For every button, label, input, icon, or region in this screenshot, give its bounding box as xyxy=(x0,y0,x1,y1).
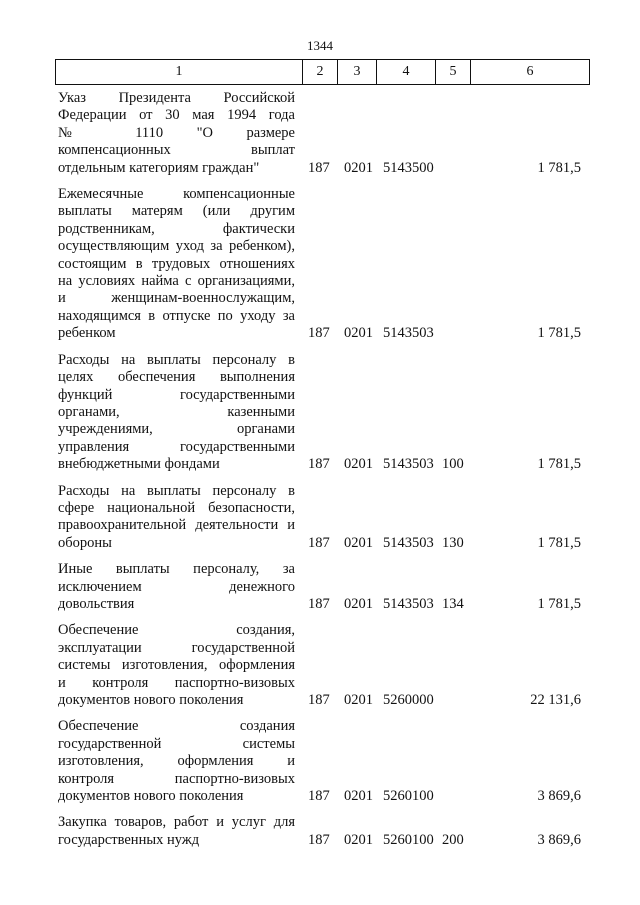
description-line: компенсационных выплат xyxy=(58,142,295,159)
row-col5: 100 xyxy=(442,456,464,473)
row-col4: 5143503 xyxy=(383,456,434,473)
description-line: на условиях найма с организациями, xyxy=(58,273,295,290)
row-col6: 1 781,5 xyxy=(537,325,581,342)
table-row xyxy=(0,622,640,709)
description-line: ребенком xyxy=(58,325,116,342)
description-line: Расходы на выплаты персоналу в xyxy=(58,482,295,499)
row-col6: 3 869,6 xyxy=(537,831,581,848)
row-col2: 187 xyxy=(308,534,330,551)
description-line: учреждениями, органами xyxy=(58,421,295,438)
row-col5: 134 xyxy=(442,595,464,612)
description-line: Федерации от 30 мая 1994 года xyxy=(58,107,295,124)
row-col3: 0201 xyxy=(344,788,373,805)
row-col4: 5143503 xyxy=(383,595,434,612)
row-col6: 1 781,5 xyxy=(537,159,581,176)
row-description xyxy=(58,483,295,553)
description-line: сфере национальной безопасности, xyxy=(58,499,295,516)
description-line: обороны xyxy=(58,534,112,551)
description-line: государственной системы xyxy=(58,735,295,752)
table-row xyxy=(0,814,640,849)
description-line: правоохранительной деятельности и xyxy=(58,517,295,534)
row-col3: 0201 xyxy=(344,534,373,551)
description-line: изготовления, оформления и xyxy=(58,753,295,770)
description-line: функций государственными xyxy=(58,386,295,403)
column-header-5: 5 xyxy=(436,60,471,85)
row-description xyxy=(58,814,295,849)
row-col3: 0201 xyxy=(344,159,373,176)
table-row xyxy=(0,718,640,805)
row-col2: 187 xyxy=(308,692,330,708)
description-line: выплаты матерям (или другим xyxy=(58,203,295,220)
description-line: осуществляющим уход за ребенком), xyxy=(58,238,295,255)
row-col4: 5260100 xyxy=(383,788,434,805)
description-line: документов нового поколения xyxy=(58,788,244,805)
description-line: и женщинам-военнослужащим, xyxy=(58,290,295,307)
row-col6: 1 781,5 xyxy=(537,456,581,473)
column-header-2: 2 xyxy=(303,60,338,85)
row-col4: 5143503 xyxy=(383,325,434,342)
description-line: Закупка товаров, работ и услуг для xyxy=(58,814,295,831)
description-line: отдельным категориям граждан" xyxy=(58,159,260,176)
page-number: 1344 xyxy=(307,38,333,53)
row-col2: 187 xyxy=(308,788,330,805)
description-line: Обеспечение создания, xyxy=(58,622,295,639)
column-header-table xyxy=(55,59,590,85)
table-row xyxy=(0,561,640,613)
description-line: государственных нужд xyxy=(58,831,200,848)
row-col6: 3 869,6 xyxy=(537,788,581,805)
row-description xyxy=(58,90,295,177)
row-description xyxy=(58,186,295,343)
description-line: целях обеспечения выполнения xyxy=(58,369,295,386)
table-row xyxy=(0,352,640,474)
row-col2: 187 xyxy=(308,831,330,848)
description-line: документов нового поколения xyxy=(58,692,244,708)
row-col6: 1 781,5 xyxy=(537,595,581,612)
description-line: и контроля паспортно-визовых xyxy=(58,674,295,691)
row-col4: 5260000 xyxy=(383,692,434,708)
column-header-6: 6 xyxy=(471,60,590,85)
row-col2: 187 xyxy=(308,595,330,612)
description-line: Расходы на выплаты персоналу в xyxy=(58,351,295,368)
description-line: системы изготовления, оформления xyxy=(58,657,295,674)
description-line: № 1110 "О размере xyxy=(58,124,295,141)
description-line: контроля паспортно-визовых xyxy=(58,770,295,787)
row-col3: 0201 xyxy=(344,325,373,342)
description-line: управления государственными xyxy=(58,438,295,455)
row-col5: 130 xyxy=(442,534,464,551)
column-header-row xyxy=(56,60,590,85)
description-line: Ежемесячные компенсационные xyxy=(58,186,295,203)
row-col2: 187 xyxy=(308,159,330,176)
row-col2: 187 xyxy=(308,325,330,342)
row-col4: 5143500 xyxy=(383,159,434,176)
row-col3: 0201 xyxy=(344,595,373,612)
row-description xyxy=(58,718,295,805)
row-col4: 5260100 xyxy=(383,831,434,848)
row-col2: 187 xyxy=(308,456,330,473)
description-line: внебюджетными фондами xyxy=(58,456,220,473)
row-description xyxy=(58,622,295,709)
description-line: находящимся в отпуске по уходу за xyxy=(58,307,295,324)
row-col5: 200 xyxy=(442,831,464,848)
description-line: исключением денежного xyxy=(58,578,295,595)
description-line: Указ Президента Российской xyxy=(58,90,295,106)
table-row xyxy=(0,90,640,177)
description-line: эксплуатации государственной xyxy=(58,639,295,656)
description-line: довольствия xyxy=(58,595,135,612)
description-line: Обеспечение создания xyxy=(58,718,295,735)
row-col3: 0201 xyxy=(344,456,373,473)
row-col3: 0201 xyxy=(344,831,373,848)
budget-rows xyxy=(0,90,640,858)
description-line: родственникам, фактически xyxy=(58,220,295,237)
row-col4: 5143503 xyxy=(383,534,434,551)
column-header-3: 3 xyxy=(338,60,377,85)
description-line: состоящим в трудовых отношениях xyxy=(58,255,295,272)
description-line: органами, казенными xyxy=(58,403,295,420)
column-header-1: 1 xyxy=(56,60,303,85)
row-description xyxy=(58,352,295,474)
row-col3: 0201 xyxy=(344,692,373,708)
table-row xyxy=(0,186,640,343)
column-header-4: 4 xyxy=(377,60,436,85)
row-col6: 22 131,6 xyxy=(530,692,581,708)
row-description xyxy=(58,561,295,613)
table-row xyxy=(0,483,640,553)
description-line: Иные выплаты персоналу, за xyxy=(58,561,295,578)
row-col6: 1 781,5 xyxy=(537,534,581,551)
